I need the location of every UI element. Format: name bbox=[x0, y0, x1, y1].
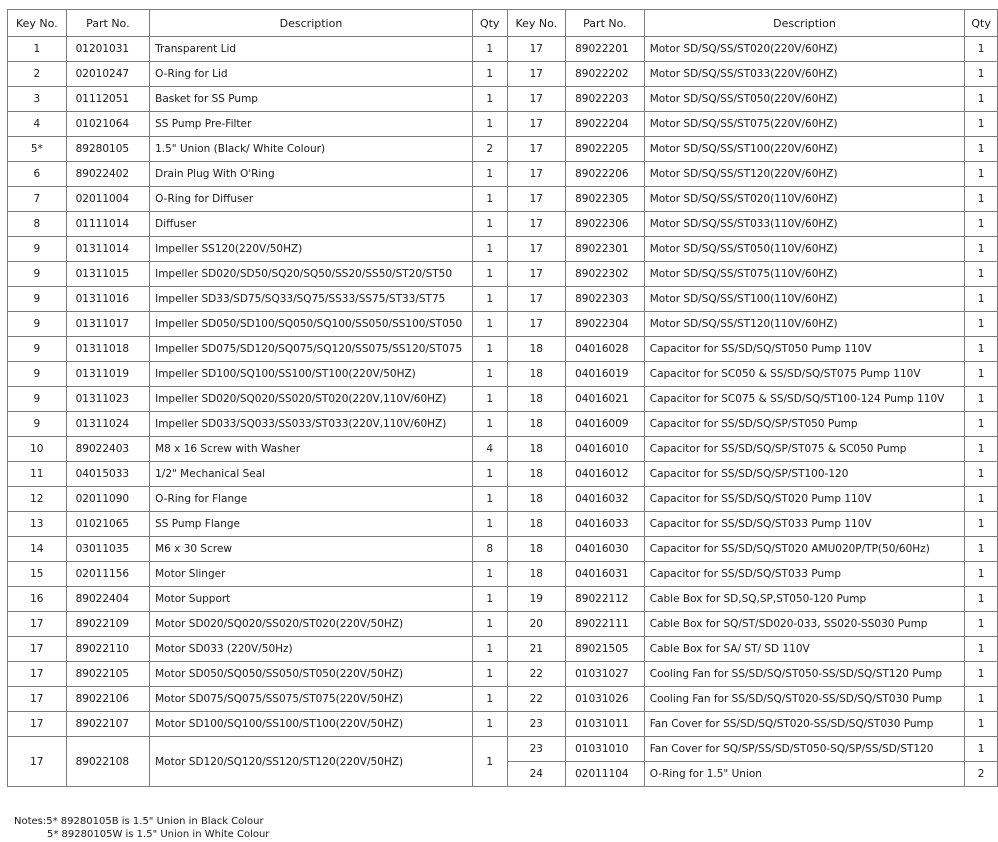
part-no-cell: 89022107 bbox=[66, 712, 150, 737]
description-cell: Impeller SD020/SQ020/SS020/ST020(220V,110V/60HZ) bbox=[150, 387, 473, 412]
description-cell: 1/2" Mechanical Seal bbox=[150, 462, 473, 487]
table-row bbox=[8, 187, 998, 212]
description-cell: Capacitor for SC075 & SS/SD/SQ/ST100-124 Pump 110V bbox=[644, 387, 965, 412]
key-no-cell: 17 bbox=[507, 137, 566, 162]
table-row bbox=[8, 537, 998, 562]
key-no-cell: 20 bbox=[507, 612, 566, 637]
key-no-cell: 17 bbox=[8, 737, 67, 787]
qty-cell: 1 bbox=[965, 537, 998, 562]
table-row bbox=[8, 512, 998, 537]
header-row bbox=[8, 10, 998, 37]
part-no-cell: 89022205 bbox=[566, 137, 645, 162]
description-cell: Motor SD/SQ/SS/ST100(110V/60HZ) bbox=[644, 287, 965, 312]
description-cell: Capacitor for SS/SD/SQ/SP/ST100-120 bbox=[644, 462, 965, 487]
description-cell: Motor SD050/SQ050/SS050/ST050(220V/50HZ) bbox=[150, 662, 473, 687]
part-no-cell: 89022109 bbox=[66, 612, 150, 637]
qty-cell: 8 bbox=[472, 537, 507, 562]
qty-cell: 1 bbox=[965, 462, 998, 487]
qty-cell: 1 bbox=[965, 412, 998, 437]
qty-cell: 1 bbox=[472, 187, 507, 212]
key-no-cell: 9 bbox=[8, 362, 67, 387]
key-no-cell: 18 bbox=[507, 537, 566, 562]
description-cell: SS Pump Pre-Filter bbox=[150, 112, 473, 137]
description-cell: Impeller SD33/SD75/SQ33/SQ75/SS33/SS75/ST33/ST75 bbox=[150, 287, 473, 312]
qty-cell: 1 bbox=[965, 137, 998, 162]
qty-cell: 1 bbox=[965, 662, 998, 687]
description-cell: Basket for SS Pump bbox=[150, 87, 473, 112]
description-cell: Cable Box for SQ/ST/SD020-033, SS020-SS030 Pump bbox=[644, 612, 965, 637]
qty-cell: 1 bbox=[472, 162, 507, 187]
key-no-cell: 17 bbox=[507, 187, 566, 212]
table-row bbox=[8, 87, 998, 112]
header-part-no: Part No. bbox=[66, 10, 150, 37]
description-cell: Fan Cover for SS/SD/SQ/ST020-SS/SD/SQ/ST030 Pump bbox=[644, 712, 965, 737]
qty-cell: 1 bbox=[472, 587, 507, 612]
key-no-cell: 4 bbox=[8, 112, 67, 137]
qty-cell: 1 bbox=[965, 212, 998, 237]
qty-cell: 1 bbox=[472, 687, 507, 712]
header-qty: Qty bbox=[965, 10, 998, 37]
key-no-cell: 10 bbox=[8, 437, 67, 462]
part-no-cell: 01311018 bbox=[66, 337, 150, 362]
key-no-cell: 9 bbox=[8, 237, 67, 262]
description-cell: Motor SD/SQ/SS/ST075(220V/60HZ) bbox=[644, 112, 965, 137]
parts-table-body bbox=[8, 37, 998, 787]
key-no-cell: 12 bbox=[8, 487, 67, 512]
qty-cell: 1 bbox=[472, 37, 507, 62]
key-no-cell: 17 bbox=[8, 612, 67, 637]
key-no-cell: 17 bbox=[507, 237, 566, 262]
qty-cell: 1 bbox=[472, 237, 507, 262]
part-no-cell: 01031011 bbox=[566, 712, 645, 737]
part-no-cell: 89022402 bbox=[66, 162, 150, 187]
part-no-cell: 89022106 bbox=[66, 687, 150, 712]
qty-cell: 1 bbox=[472, 362, 507, 387]
description-cell: Motor SD033 (220V/50Hz) bbox=[150, 637, 473, 662]
key-no-cell: 17 bbox=[507, 37, 566, 62]
description-cell: Capacitor for SC050 & SS/SD/SQ/ST075 Pump 110V bbox=[644, 362, 965, 387]
key-no-cell: 17 bbox=[507, 112, 566, 137]
table-row bbox=[8, 162, 998, 187]
table-row bbox=[8, 462, 998, 487]
qty-cell: 1 bbox=[965, 612, 998, 637]
key-no-cell: 9 bbox=[8, 312, 67, 337]
table-row bbox=[8, 312, 998, 337]
table-row bbox=[8, 587, 998, 612]
part-no-cell: 04016032 bbox=[566, 487, 645, 512]
description-cell: O-Ring for Lid bbox=[150, 62, 473, 87]
qty-cell: 2 bbox=[965, 762, 998, 787]
qty-cell: 1 bbox=[472, 562, 507, 587]
part-no-cell: 89022201 bbox=[566, 37, 645, 62]
part-no-cell: 04016010 bbox=[566, 437, 645, 462]
key-no-cell: 15 bbox=[8, 562, 67, 587]
part-no-cell: 01311017 bbox=[66, 312, 150, 337]
description-cell: Motor SD020/SQ020/SS020/ST020(220V/50HZ) bbox=[150, 612, 473, 637]
part-no-cell: 02011104 bbox=[566, 762, 645, 787]
header-qty: Qty bbox=[472, 10, 507, 37]
key-no-cell: 19 bbox=[507, 587, 566, 612]
key-no-cell: 1 bbox=[8, 37, 67, 62]
description-cell: Motor SD/SQ/SS/ST050(110V/60HZ) bbox=[644, 237, 965, 262]
qty-cell: 1 bbox=[965, 512, 998, 537]
description-cell: Motor SD120/SQ120/SS120/ST120(220V/50HZ) bbox=[150, 737, 473, 787]
qty-cell: 1 bbox=[965, 37, 998, 62]
header-key-no: Key No. bbox=[507, 10, 566, 37]
qty-cell: 1 bbox=[965, 237, 998, 262]
qty-cell: 1 bbox=[965, 112, 998, 137]
description-cell: Motor SD100/SQ100/SS100/ST100(220V/50HZ) bbox=[150, 712, 473, 737]
part-no-cell: 89022112 bbox=[566, 587, 645, 612]
note-line: Notes:5* 89280105B is 1.5" Union in Black Colour bbox=[14, 816, 264, 827]
key-no-cell: 3 bbox=[8, 87, 67, 112]
part-no-cell: 04016021 bbox=[566, 387, 645, 412]
part-no-cell: 01021064 bbox=[66, 112, 150, 137]
part-no-cell: 04016009 bbox=[566, 412, 645, 437]
key-no-cell: 23 bbox=[507, 737, 566, 762]
key-no-cell: 8 bbox=[8, 212, 67, 237]
part-no-cell: 01311023 bbox=[66, 387, 150, 412]
qty-cell: 1 bbox=[965, 87, 998, 112]
table-row bbox=[8, 262, 998, 287]
qty-cell: 1 bbox=[965, 362, 998, 387]
description-cell: Capacitor for SS/SD/SQ/ST033 Pump bbox=[644, 562, 965, 587]
part-no-cell: 89022305 bbox=[566, 187, 645, 212]
key-no-cell: 17 bbox=[507, 212, 566, 237]
qty-cell: 1 bbox=[965, 312, 998, 337]
part-no-cell: 02011090 bbox=[66, 487, 150, 512]
part-no-cell: 02011004 bbox=[66, 187, 150, 212]
part-no-cell: 03011035 bbox=[66, 537, 150, 562]
table-row bbox=[8, 637, 998, 662]
part-no-cell: 01031027 bbox=[566, 662, 645, 687]
description-cell: Capacitor for SS/SD/SQ/ST050 Pump 110V bbox=[644, 337, 965, 362]
description-cell: Capacitor for SS/SD/SQ/ST033 Pump 110V bbox=[644, 512, 965, 537]
description-cell: Fan Cover for SQ/SP/SS/SD/ST050-SQ/SP/SS/SD/ST120 bbox=[644, 737, 965, 762]
description-cell: Impeller SD020/SD50/SQ20/SQ50/SS20/SS50/ST20/ST50 bbox=[150, 262, 473, 287]
table-row bbox=[8, 387, 998, 412]
description-cell: Drain Plug With O'Ring bbox=[150, 162, 473, 187]
part-no-cell: 01311016 bbox=[66, 287, 150, 312]
key-no-cell: 24 bbox=[507, 762, 566, 787]
part-no-cell: 89022301 bbox=[566, 237, 645, 262]
key-no-cell: 6 bbox=[8, 162, 67, 187]
key-no-cell: 14 bbox=[8, 537, 67, 562]
qty-cell: 1 bbox=[965, 287, 998, 312]
table-row bbox=[8, 62, 998, 87]
table-row bbox=[8, 112, 998, 137]
part-no-cell: 04015033 bbox=[66, 462, 150, 487]
key-no-cell: 17 bbox=[8, 637, 67, 662]
part-no-cell: 01311019 bbox=[66, 362, 150, 387]
key-no-cell: 18 bbox=[507, 437, 566, 462]
notes bbox=[14, 815, 269, 841]
key-no-cell: 17 bbox=[507, 87, 566, 112]
qty-cell: 1 bbox=[472, 212, 507, 237]
key-no-cell: 18 bbox=[507, 412, 566, 437]
key-no-cell: 17 bbox=[8, 712, 67, 737]
table-row bbox=[8, 337, 998, 362]
qty-cell: 1 bbox=[472, 287, 507, 312]
key-no-cell: 18 bbox=[507, 487, 566, 512]
key-no-cell: 5* bbox=[8, 137, 67, 162]
description-cell: Cooling Fan for SS/SD/SQ/ST050-SS/SD/SQ/ST120 Pump bbox=[644, 662, 965, 687]
table-row bbox=[8, 687, 998, 712]
part-no-cell: 04016033 bbox=[566, 512, 645, 537]
part-no-cell: 04016012 bbox=[566, 462, 645, 487]
part-no-cell: 02011156 bbox=[66, 562, 150, 587]
table-row bbox=[8, 287, 998, 312]
description-cell: Capacitor for SS/SD/SQ/ST020 AMU020P/TP(50/60Hz) bbox=[644, 537, 965, 562]
part-no-cell: 01031026 bbox=[566, 687, 645, 712]
part-no-cell: 89022108 bbox=[66, 737, 150, 787]
qty-cell: 1 bbox=[965, 562, 998, 587]
note-line: 5* 89280105W is 1.5" Union in White Colour bbox=[47, 829, 270, 840]
qty-cell: 1 bbox=[965, 187, 998, 212]
key-no-cell: 18 bbox=[507, 512, 566, 537]
description-cell: Diffuser bbox=[150, 212, 473, 237]
description-cell: Motor Slinger bbox=[150, 562, 473, 587]
header-part-no: Part No. bbox=[566, 10, 645, 37]
description-cell: Motor SD/SQ/SS/ST120(110V/60HZ) bbox=[644, 312, 965, 337]
qty-cell: 1 bbox=[472, 462, 507, 487]
qty-cell: 2 bbox=[472, 137, 507, 162]
table-row bbox=[8, 362, 998, 387]
part-no-cell: 02010247 bbox=[66, 62, 150, 87]
key-no-cell: 17 bbox=[507, 262, 566, 287]
part-no-cell: 89022306 bbox=[566, 212, 645, 237]
part-no-cell: 89022206 bbox=[566, 162, 645, 187]
description-cell: Cooling Fan for SS/SD/SQ/ST020-SS/SD/SQ/ST030 Pump bbox=[644, 687, 965, 712]
part-no-cell: 89022404 bbox=[66, 587, 150, 612]
qty-cell: 1 bbox=[472, 112, 507, 137]
key-no-cell: 17 bbox=[8, 687, 67, 712]
qty-cell: 1 bbox=[472, 662, 507, 687]
qty-cell: 1 bbox=[472, 712, 507, 737]
key-no-cell: 16 bbox=[8, 587, 67, 612]
qty-cell: 1 bbox=[472, 87, 507, 112]
qty-cell: 1 bbox=[965, 387, 998, 412]
table-row bbox=[8, 412, 998, 437]
qty-cell: 1 bbox=[965, 437, 998, 462]
qty-cell: 1 bbox=[472, 262, 507, 287]
part-no-cell: 01311014 bbox=[66, 237, 150, 262]
qty-cell: 1 bbox=[472, 62, 507, 87]
description-cell: Cable Box for SD,SQ,SP,ST050-120 Pump bbox=[644, 587, 965, 612]
key-no-cell: 18 bbox=[507, 387, 566, 412]
qty-cell: 1 bbox=[472, 487, 507, 512]
qty-cell: 1 bbox=[965, 337, 998, 362]
key-no-cell: 21 bbox=[507, 637, 566, 662]
description-cell: Motor SD/SQ/SS/ST120(220V/60HZ) bbox=[644, 162, 965, 187]
qty-cell: 1 bbox=[965, 687, 998, 712]
description-cell: M8 x 16 Screw with Washer bbox=[150, 437, 473, 462]
description-cell: M6 x 30 Screw bbox=[150, 537, 473, 562]
key-no-cell: 9 bbox=[8, 412, 67, 437]
key-no-cell: 13 bbox=[8, 512, 67, 537]
header-description: Description bbox=[150, 10, 473, 37]
qty-cell: 1 bbox=[472, 387, 507, 412]
description-cell: SS Pump Flange bbox=[150, 512, 473, 537]
parts-table bbox=[7, 9, 998, 787]
part-no-cell: 89022304 bbox=[566, 312, 645, 337]
description-cell: Impeller SD100/SQ100/SS100/ST100(220V/50HZ) bbox=[150, 362, 473, 387]
table-row bbox=[8, 737, 998, 762]
description-cell: Motor SD/SQ/SS/ST020(110V/60HZ) bbox=[644, 187, 965, 212]
description-cell: Motor SD/SQ/SS/ST033(220V/60HZ) bbox=[644, 62, 965, 87]
description-cell: Transparent Lid bbox=[150, 37, 473, 62]
key-no-cell: 17 bbox=[507, 312, 566, 337]
part-no-cell: 89022105 bbox=[66, 662, 150, 687]
part-no-cell: 04016031 bbox=[566, 562, 645, 587]
key-no-cell: 18 bbox=[507, 362, 566, 387]
description-cell: Capacitor for SS/SD/SQ/SP/ST050 Pump bbox=[644, 412, 965, 437]
description-cell: O-Ring for 1.5" Union bbox=[644, 762, 965, 787]
part-no-cell: 89022111 bbox=[566, 612, 645, 637]
description-cell: Impeller SD075/SD120/SQ075/SQ120/SS075/SS120/ST075 bbox=[150, 337, 473, 362]
key-no-cell: 22 bbox=[507, 662, 566, 687]
part-no-cell: 89280105 bbox=[66, 137, 150, 162]
description-cell: Capacitor for SS/SD/SQ/SP/ST075 & SC050 Pump bbox=[644, 437, 965, 462]
qty-cell: 1 bbox=[965, 587, 998, 612]
key-no-cell: 17 bbox=[507, 62, 566, 87]
part-no-cell: 01111014 bbox=[66, 212, 150, 237]
table-row bbox=[8, 712, 998, 737]
key-no-cell: 23 bbox=[507, 712, 566, 737]
description-cell: Impeller SS120(220V/50HZ) bbox=[150, 237, 473, 262]
table-row bbox=[8, 212, 998, 237]
part-no-cell: 01201031 bbox=[66, 37, 150, 62]
qty-cell: 1 bbox=[965, 637, 998, 662]
qty-cell: 1 bbox=[472, 337, 507, 362]
part-no-cell: 01112051 bbox=[66, 87, 150, 112]
description-cell: Impeller SD050/SD100/SQ050/SQ100/SS050/SS100/ST050 bbox=[150, 312, 473, 337]
key-no-cell: 7 bbox=[8, 187, 67, 212]
table-row bbox=[8, 237, 998, 262]
qty-cell: 1 bbox=[472, 637, 507, 662]
part-no-cell: 89022204 bbox=[566, 112, 645, 137]
key-no-cell: 17 bbox=[507, 287, 566, 312]
part-no-cell: 89022203 bbox=[566, 87, 645, 112]
part-no-cell: 04016028 bbox=[566, 337, 645, 362]
key-no-cell: 9 bbox=[8, 337, 67, 362]
qty-cell: 1 bbox=[472, 412, 507, 437]
key-no-cell: 17 bbox=[8, 662, 67, 687]
description-cell: 1.5" Union (Black/ White Colour) bbox=[150, 137, 473, 162]
part-no-cell: 04016019 bbox=[566, 362, 645, 387]
qty-cell: 1 bbox=[965, 62, 998, 87]
part-no-cell: 01021065 bbox=[66, 512, 150, 537]
key-no-cell: 18 bbox=[507, 562, 566, 587]
qty-cell: 1 bbox=[965, 487, 998, 512]
description-cell: Impeller SD033/SQ033/SS033/ST033(220V,110V/60HZ) bbox=[150, 412, 473, 437]
qty-cell: 1 bbox=[472, 612, 507, 637]
description-cell: Motor SD075/SQ075/SS075/ST075(220V/50HZ) bbox=[150, 687, 473, 712]
table-row bbox=[8, 662, 998, 687]
table-row bbox=[8, 437, 998, 462]
key-no-cell: 22 bbox=[507, 687, 566, 712]
part-no-cell: 89022403 bbox=[66, 437, 150, 462]
qty-cell: 4 bbox=[472, 437, 507, 462]
qty-cell: 1 bbox=[472, 737, 507, 787]
part-no-cell: 89022110 bbox=[66, 637, 150, 662]
qty-cell: 1 bbox=[965, 712, 998, 737]
description-cell: Motor Support bbox=[150, 587, 473, 612]
part-no-cell: 89021505 bbox=[566, 637, 645, 662]
description-cell: O-Ring for Diffuser bbox=[150, 187, 473, 212]
description-cell: O-Ring for Flange bbox=[150, 487, 473, 512]
table-row bbox=[8, 487, 998, 512]
qty-cell: 1 bbox=[965, 737, 998, 762]
description-cell: Capacitor for SS/SD/SQ/ST020 Pump 110V bbox=[644, 487, 965, 512]
description-cell: Motor SD/SQ/SS/ST050(220V/60HZ) bbox=[644, 87, 965, 112]
description-cell: Cable Box for SA/ ST/ SD 110V bbox=[644, 637, 965, 662]
qty-cell: 1 bbox=[965, 162, 998, 187]
part-no-cell: 04016030 bbox=[566, 537, 645, 562]
part-no-cell: 01031010 bbox=[566, 737, 645, 762]
part-no-cell: 89022202 bbox=[566, 62, 645, 87]
table-row bbox=[8, 37, 998, 62]
description-cell: Motor SD/SQ/SS/ST100(220V/60HZ) bbox=[644, 137, 965, 162]
key-no-cell: 18 bbox=[507, 462, 566, 487]
part-no-cell: 89022303 bbox=[566, 287, 645, 312]
key-no-cell: 17 bbox=[507, 162, 566, 187]
description-cell: Motor SD/SQ/SS/ST020(220V/60HZ) bbox=[644, 37, 965, 62]
description-cell: Motor SD/SQ/SS/ST075(110V/60HZ) bbox=[644, 262, 965, 287]
description-cell: Motor SD/SQ/SS/ST033(110V/60HZ) bbox=[644, 212, 965, 237]
header-key-no: Key No. bbox=[8, 10, 67, 37]
qty-cell: 1 bbox=[472, 312, 507, 337]
key-no-cell: 11 bbox=[8, 462, 67, 487]
qty-cell: 1 bbox=[472, 512, 507, 537]
table-row bbox=[8, 612, 998, 637]
key-no-cell: 9 bbox=[8, 387, 67, 412]
part-no-cell: 01311024 bbox=[66, 412, 150, 437]
table-row bbox=[8, 137, 998, 162]
key-no-cell: 9 bbox=[8, 262, 67, 287]
qty-cell: 1 bbox=[965, 262, 998, 287]
key-no-cell: 2 bbox=[8, 62, 67, 87]
header-description: Description bbox=[644, 10, 965, 37]
part-no-cell: 89022302 bbox=[566, 262, 645, 287]
key-no-cell: 9 bbox=[8, 287, 67, 312]
part-no-cell: 01311015 bbox=[66, 262, 150, 287]
table-row bbox=[8, 562, 998, 587]
key-no-cell: 18 bbox=[507, 337, 566, 362]
